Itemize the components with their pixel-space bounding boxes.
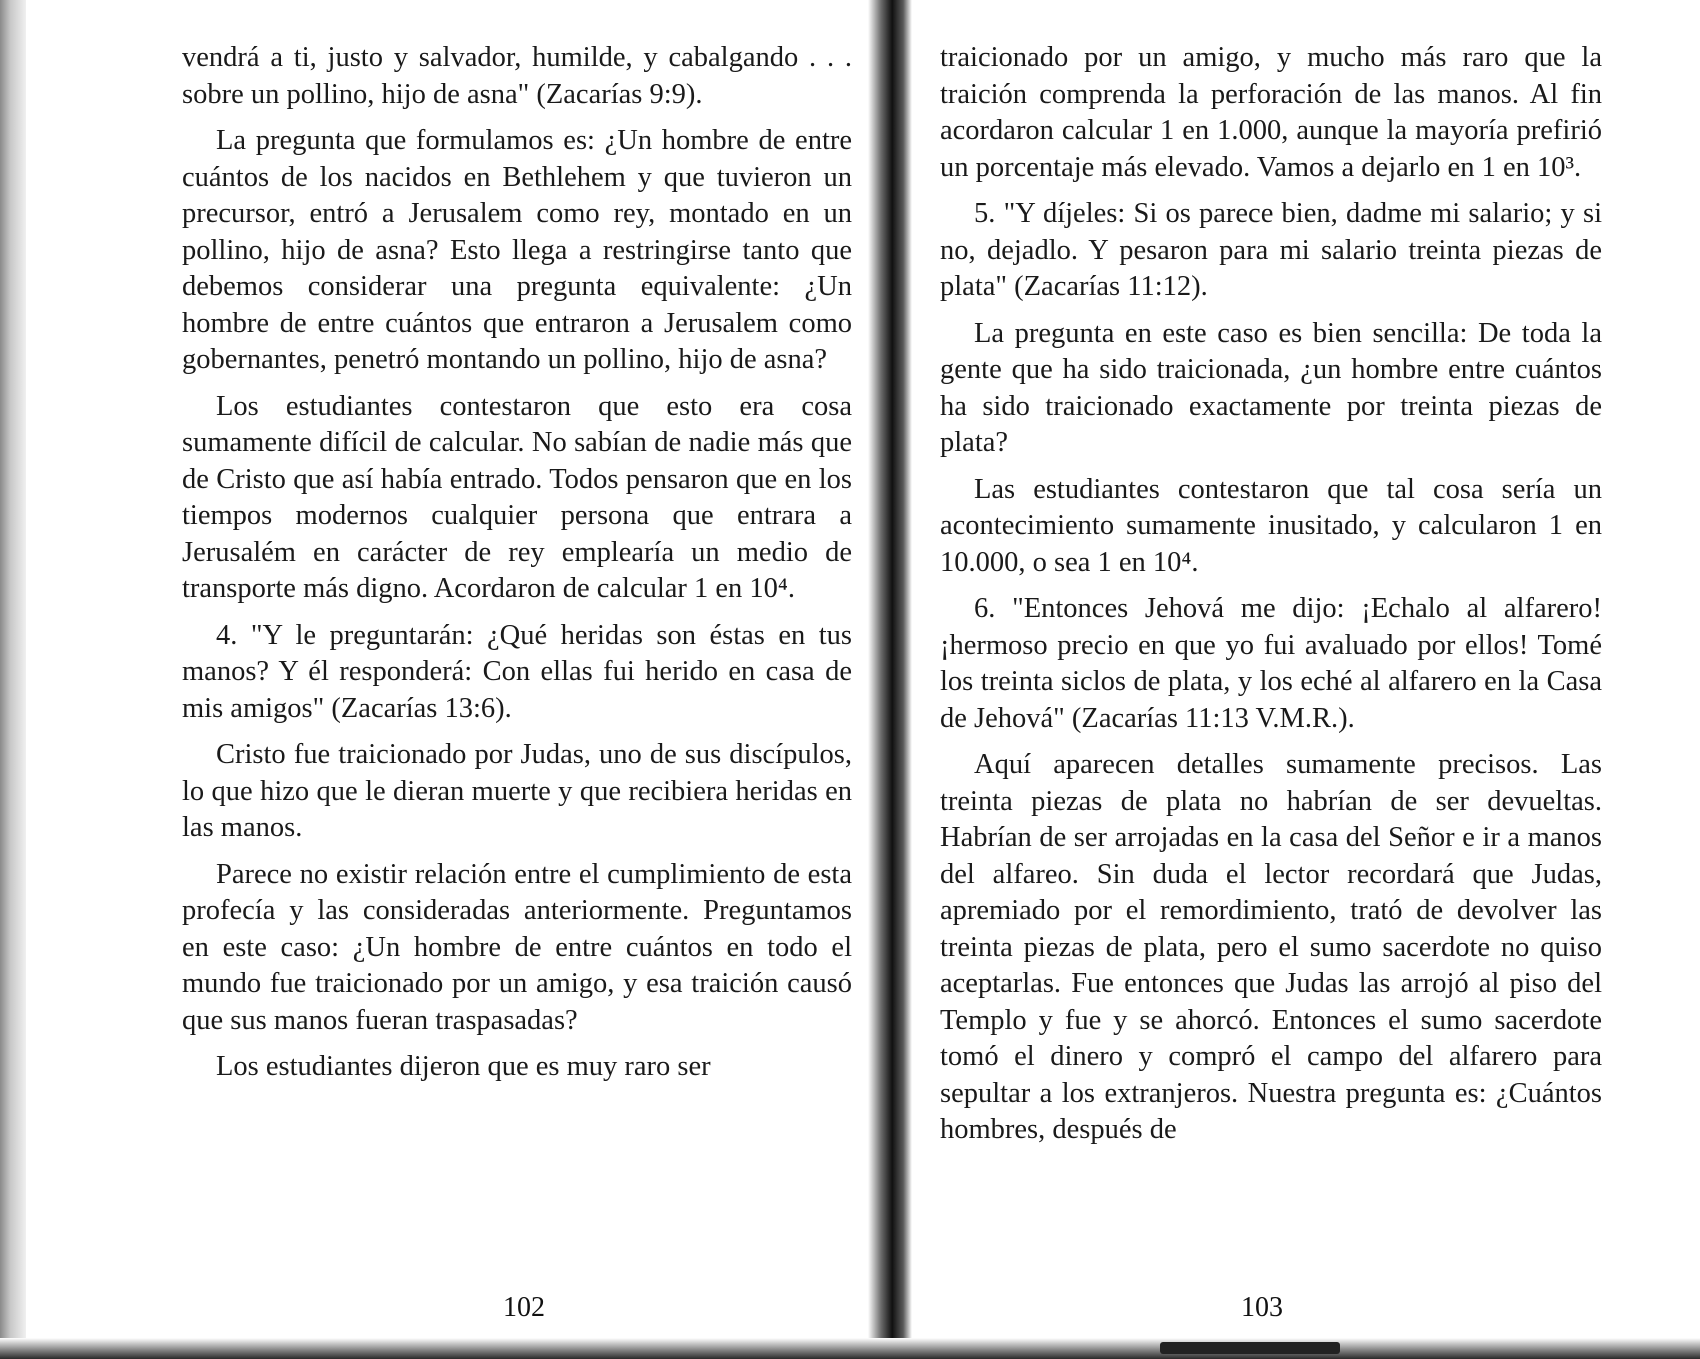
paragraph: traicionado por un amigo, y mucho más raro que la traición comprenda la perforación de las manos. Al fin acordaron calcular 1 en 1.000, aunque la mayoría prefirió un porcentaje más elevado. Vamos a dejarlo en 1 en 10³. [940, 42, 1602, 183]
paragraph: Los estudiantes dijeron que es muy raro ser [216, 1051, 711, 1082]
paragraph: 5. "Y díjeles: Si os parece bien, dadme mi salario; y si no, dejadlo. Y pesaron para mi salario treinta piezas de plata" (Zacarías 11:12). [940, 198, 1602, 302]
paragraph: Aquí aparecen detalles sumamente precisos. Las treinta piezas de plata no habrían de ser devueltas. Habrían de ser arrojadas en la casa del Señor e ir a manos del alfareo. Sin duda el lector recordará que Judas, apremiado por el remordimiento, trató de devolver las treinta piezas de plata, pero el sumo sacerdote no quiso aceptarlas. Fue entonces que Judas las arrojó al piso del Templo y fue y se ahorcó. Entonces el sumo sacerdote tomó el dinero y compró el campo del alfarero para sepultar a los extranjeros. Nuestra pregunta es: ¿Cuántos hombres, después de [940, 749, 1602, 1145]
bottom-edge-shadow [0, 1338, 1700, 1359]
paragraph: 6. "Entonces Jehová me dijo: ¡Echalo al alfarero! ¡hermoso precio en que yo fui avaluado por ellos! Tomé los treinta siclos de plata, y los eché al alfarero en la Casa de Jehová" (Zacarías 11:13 V.M.R.). [940, 593, 1602, 734]
paragraph: vendrá a ti, justo y salvador, humilde, y cabalgando . . . sobre un pollino, hijo de asna" (Zacarías 9:9). [182, 42, 852, 110]
paragraph: La pregunta que formulamos es: ¿Un hombre de entre cuántos de los nacidos en Bethlehem y que tuvieron un precursor, entró a Jerusalem como rey, montado en un pollino, hijo de asna? Esto llega a restringirse tanto que debemos considerar una pregunta equivalente: ¿Un hombre de entre cuántos que entraron a Jerusalem como gobernantes, penetró montando un pollino, hijo de asna? [182, 125, 852, 375]
left-page [182, 40, 852, 1096]
page-number-left: 102 [503, 1292, 545, 1323]
paragraph: Cristo fue traicionado por Judas, uno de sus discípulos, lo que hizo que le dieran muerte y que recibiera heridas en las manos. [182, 739, 852, 843]
paragraph: Las estudiantes contestaron que tal cosa sería un acontecimiento sumamente inusitado, y calcularon 1 en 10.000, o sea 1 en 10⁴. [940, 473, 1602, 578]
paragraph: La pregunta en este caso es bien sencilla: De toda la gente que ha sido traicionada, ¿un hombre entre cuántos ha sido traicionado exactamente por treinta piezas de plata? [940, 317, 1602, 458]
paragraph: Parece no existir relación entre el cumplimiento de esta profecía y las consideradas anteriormente. Preguntamos en este caso: ¿Un hombre de entre cuántos en todo el mundo fue traicionado por un amigo, y esa traición causó que sus manos fueran traspasadas? [182, 858, 852, 1036]
paragraph: 4. "Y le preguntarán: ¿Qué heridas son éstas en tus manos? Y él responderá: Con ellas fui herido en casa de mis amigos" (Zacarías 13:6). [182, 619, 852, 724]
right-page [940, 40, 1602, 1159]
book-gutter [868, 0, 912, 1359]
page-number-right: 103 [1241, 1292, 1283, 1323]
ink-smudge [1160, 1342, 1340, 1354]
page-edge-shadow [0, 0, 26, 1359]
paragraph: Los estudiantes contestaron que esto era cosa sumamente difícil de calcular. No sabían de nadie más que de Cristo que así había entrado. Todos pensaron que en los tiempos modernos cualquier persona que entrara a Jerusalém en carácter de rey emplearía un medio de transporte más digno. Acordaron de calcular 1 en 10⁴. [182, 390, 852, 604]
